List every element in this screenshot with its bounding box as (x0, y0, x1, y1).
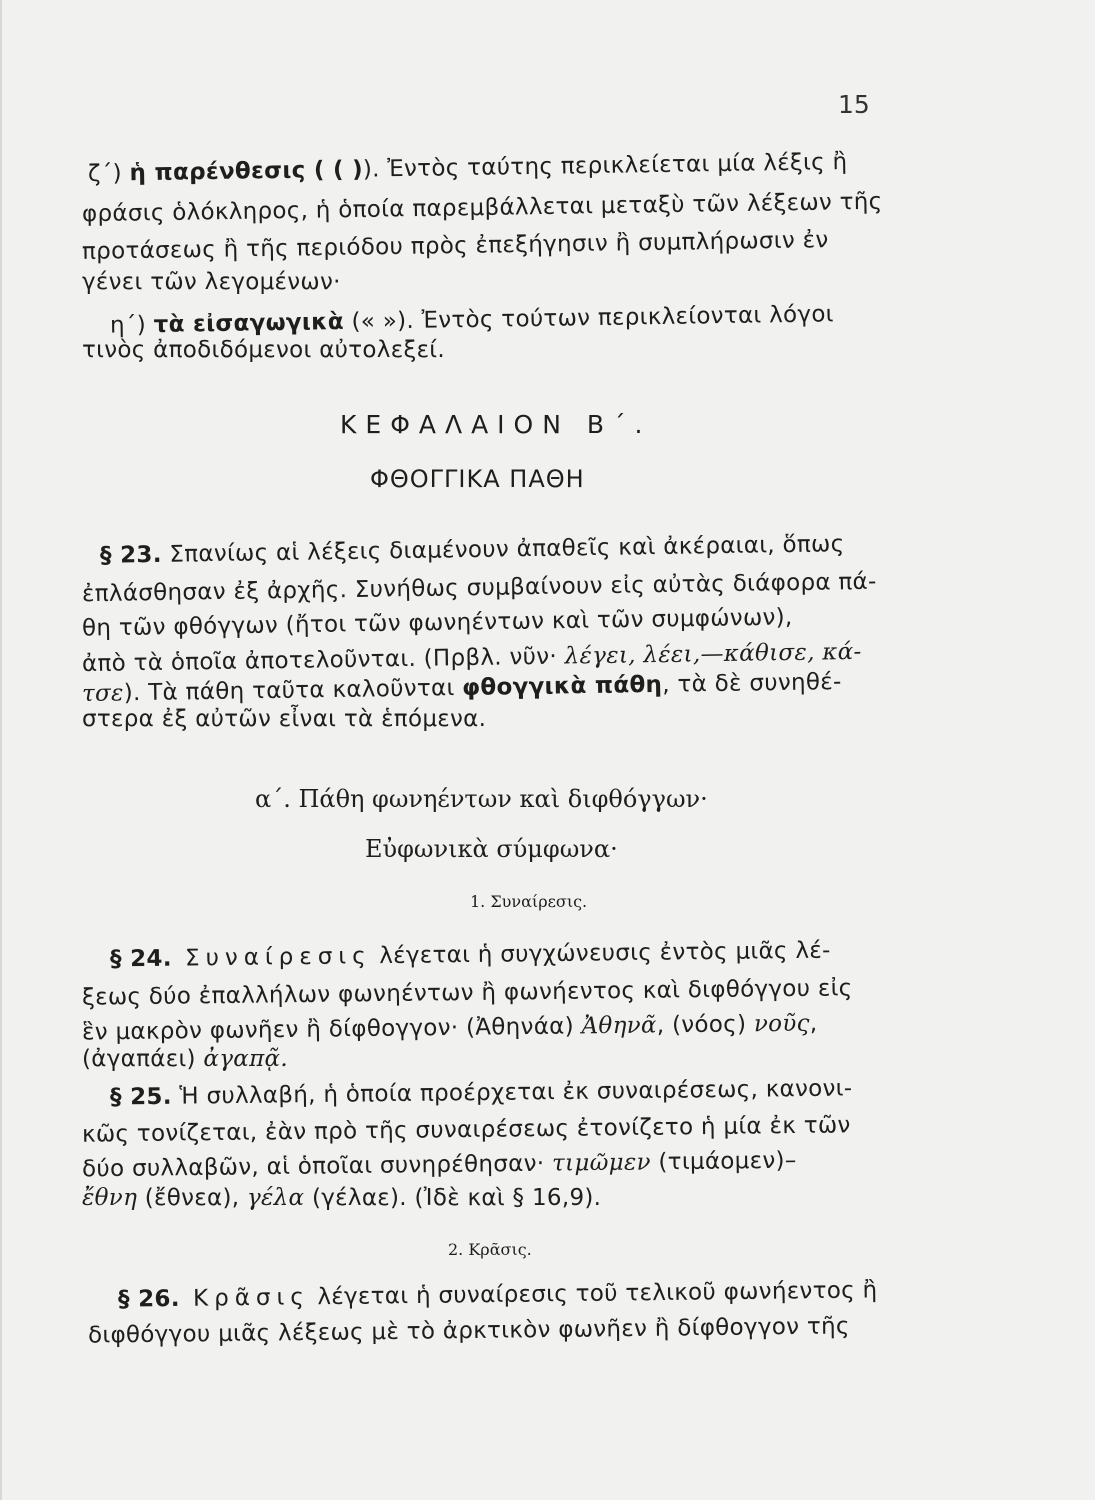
example-italic: ἔθνη (82, 1185, 138, 1211)
text-line (110, 301, 834, 338)
line-text: ἓν μακρὸν φωνῆεν ἢ δίφθογγον· (Ἀθηνάα) (81, 1013, 582, 1046)
paragraph-25-line (110, 1075, 853, 1110)
line-text: (γέλαε). (Ἰδὲ καὶ § 16,9). (304, 1185, 602, 1211)
list-marker: ζ΄) (87, 160, 130, 187)
line-text: λέγεται ἡ συναίρεσις τοῦ τελικοῦ φωνήεντος ἢ (309, 1277, 878, 1311)
paragraph-24-line (82, 1046, 288, 1072)
line-text: ). Ἐντὸς ταύτης περικλείεται μία λέξις ἢ (362, 149, 848, 183)
paragraph-25-line: κῶς τονίζεται, ἐὰν πρὸ τῆς συναιρέσεως ἐτονίζετο ἡ μία ἐκ τῶν (81, 1112, 851, 1148)
line-text: Ἡ συλλαβή, ἡ ὁποία προέρχεται ἐκ συναιρέσεως, κανονι- (171, 1075, 853, 1110)
text-line: φράσις ὁλόκληρος, ἡ ὁποία παρεμβάλλεται μεταξὺ τῶν λέξεων τῆς (81, 188, 883, 228)
line-text: ἀπὸ τὰ ὁποῖα ἀποτελοῦνται. (Πρβλ. νῦν· (81, 643, 565, 678)
example-italic: νοῦς (753, 1010, 810, 1038)
paragraph-26-line: διφθόγγου μιᾶς λέξεως μὲ τὸ ἀρκτικὸν φωνῆεν ἢ δίφθογγον τῆς (87, 1313, 850, 1349)
section-number: § 26. (117, 1285, 180, 1313)
example-italic: τιμῶμεν (551, 1149, 652, 1177)
line-text: (ἀγαπάει) (82, 1046, 204, 1072)
section-heading: α΄. Πάθη φωνηέντων καὶ διφθόγγων· (255, 785, 708, 813)
paragraph-23-line (100, 531, 845, 569)
paragraph-25-line (82, 1185, 601, 1211)
paragraph-26-line (118, 1277, 878, 1312)
list-marker: η΄) (109, 312, 154, 339)
section-number: § 23. (99, 541, 163, 569)
chapter-heading: ΚΕΦΑΛΑΙΟΝ Β΄. (340, 410, 652, 439)
line-text: (« »). Ἐντὸς τούτων περικλείονται λόγοι (343, 301, 834, 336)
spaced-term: Συναίρεσις (171, 943, 372, 972)
line-text: ). Τὰ πάθη ταῦτα καλοῦνται (123, 674, 463, 707)
text-line (88, 149, 848, 187)
example-italic: Ἀθηνᾶ (581, 1012, 657, 1040)
spaced-term: Κρᾶσις (179, 1284, 310, 1312)
page-edge (0, 0, 2, 1500)
paragraph-24-line (110, 938, 831, 973)
example-italic: γέλα (246, 1185, 305, 1211)
line-text: , τὰ δὲ συνηθέ- (662, 669, 842, 698)
paragraph-23-line: ἐπλάσθησαν ἐξ ἀρχῆς. Συνήθως συμβαίνουν εἰς αὐτὰς διάφορα πά- (81, 568, 877, 608)
paragraph-25-line (82, 1148, 797, 1183)
section-subheading: Εὐφωνικὰ σύμφωνα· (365, 835, 618, 863)
text-line: τινὸς ἀποδιδόμενοι αὐτολεξεί. (82, 337, 445, 363)
paragraph-24-line: ξεως δύο ἐπαλλήλων φωνηέντων ἢ φωνήεντος καὶ διφθόγγου εἰς (81, 975, 853, 1011)
text-line: γένει τῶν λεγομένων· (82, 269, 341, 295)
paragraph-24-line (82, 1011, 818, 1046)
section-number: § 25. (109, 1083, 172, 1111)
chapter-title: ΦΘΟΓΓΙΚΑ ΠΑΘΗ (370, 465, 585, 493)
example-italic: τσε (81, 680, 124, 707)
subsection-heading: 2. Κρᾶσις. (448, 1240, 532, 1259)
example-italic: ἀγαπᾷ. (203, 1046, 288, 1072)
line-text: λέγεται ἡ συγχώνευσις ἐντὸς μιᾶς λέ- (371, 937, 831, 970)
paragraph-23-line: στερα ἐξ αὐτῶν εἶναι τὰ ἑπόμενα. (82, 706, 487, 732)
text-line: προτάσεως ἢ τῆς περιόδου πρὸς ἐπεξήγησιν ἢ συμπλήρωσιν ἐν (81, 227, 829, 265)
term-quotes: τὰ εἰσαγωγικὰ (153, 309, 345, 338)
section-number: § 24. (109, 945, 172, 973)
subsection-heading: 1. Συναίρεσις. (470, 892, 588, 911)
term-bold: φθογγικὰ πάθη (461, 671, 663, 701)
example-italic: λέγει, λέει,—κάθισε, κά- (564, 638, 862, 670)
paragraph-23-line: θη τῶν φθόγγων (ἤτοι τῶν φωνηέντων καὶ τῶν συμφώνων), (81, 604, 793, 642)
line-text: (τιμάομεν)– (650, 1147, 797, 1176)
page-number: 15 (838, 90, 870, 119)
line-text: Σπανίως αἱ λέξεις διαμένουν ἀπαθεῖς καὶ ἀκέραιαι, ὅπως (161, 531, 845, 568)
term-parenthesis: ἡ παρένθεσις ( ( ) (129, 156, 364, 187)
line-text: , (νόος) (656, 1011, 755, 1039)
line-text: , (809, 1010, 818, 1037)
line-text: (ἔθνεα), (137, 1185, 247, 1211)
line-text: δύο συλλαβῶν, αἱ ὁποῖαι συνηρέθησαν· (81, 1150, 553, 1183)
